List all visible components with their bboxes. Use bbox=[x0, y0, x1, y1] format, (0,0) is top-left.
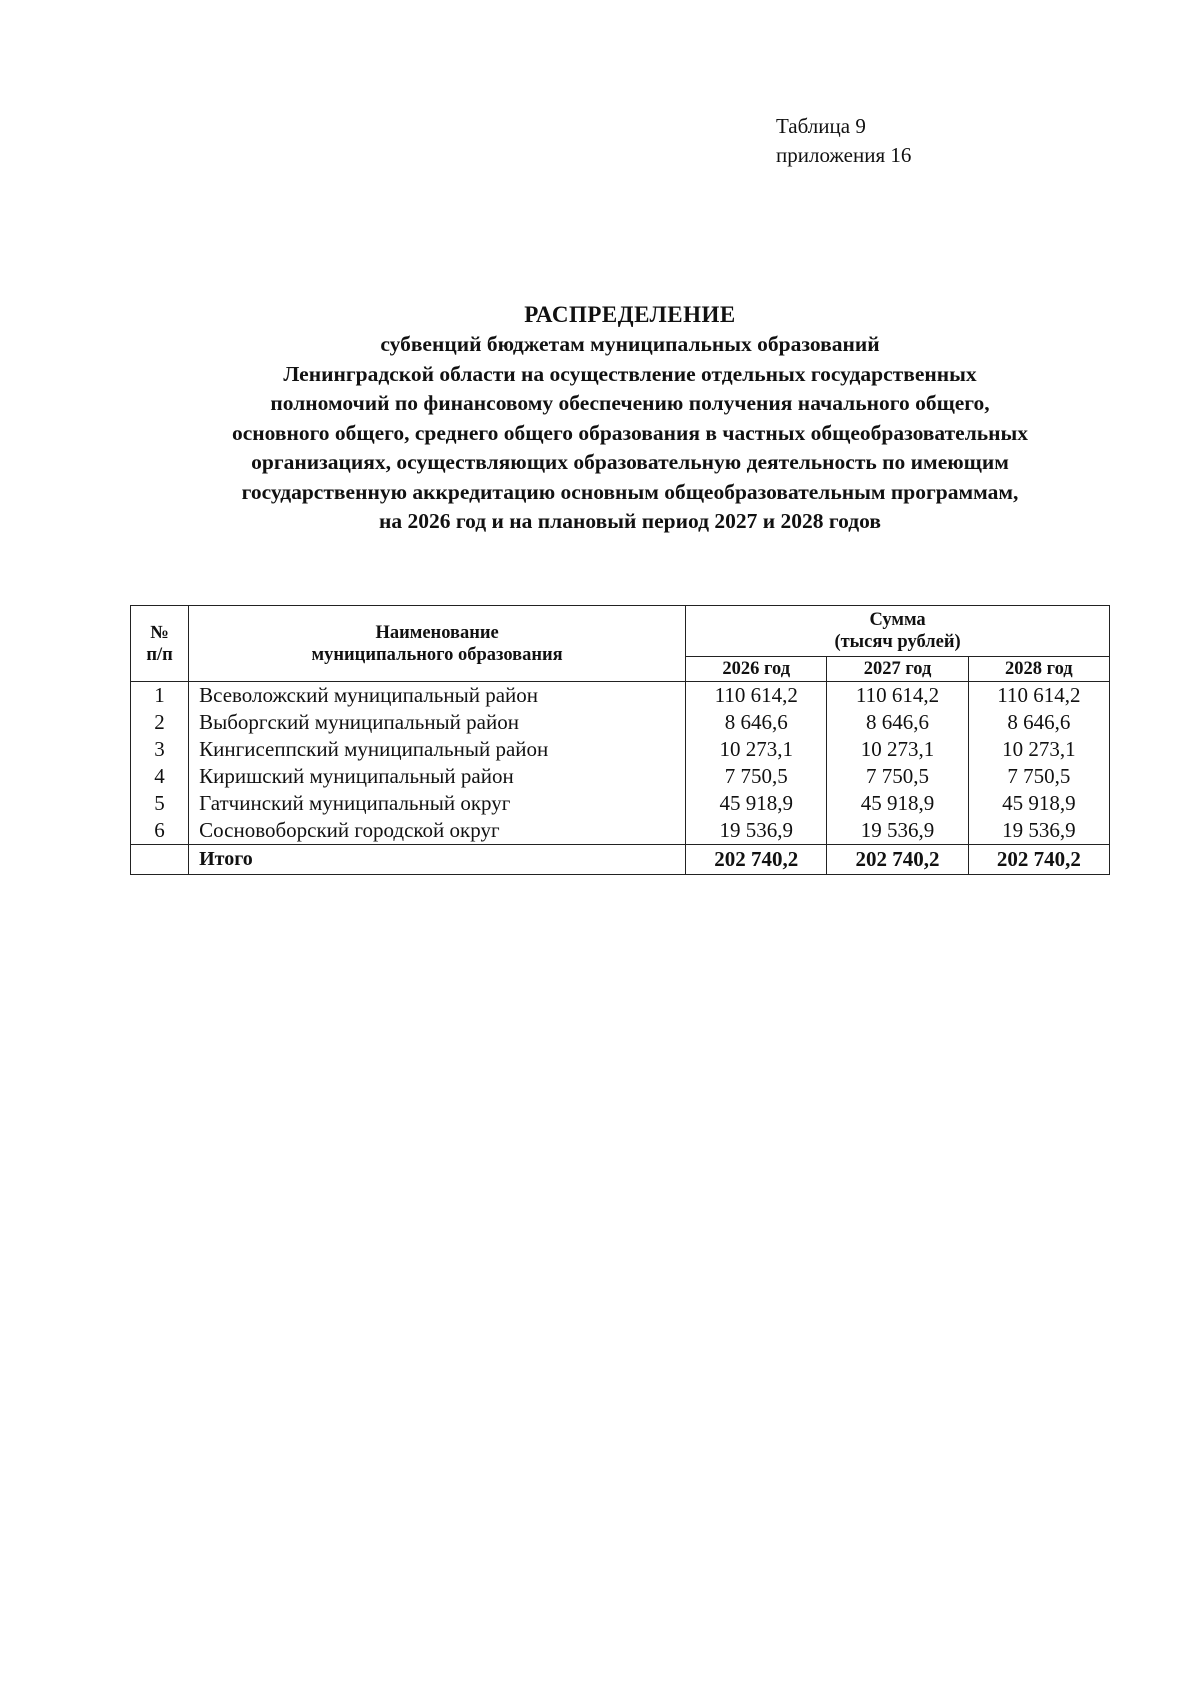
distribution-table bbox=[130, 605, 1110, 875]
header-sum-line1: Сумма bbox=[869, 610, 926, 630]
total-label: Итого bbox=[189, 845, 686, 875]
table-row bbox=[131, 763, 1110, 790]
row-number: 1 bbox=[131, 682, 189, 710]
row-name: Кингисеппский муниципальный район bbox=[189, 736, 686, 763]
header-number-abbr: п/п bbox=[146, 644, 173, 665]
total-number-empty bbox=[131, 845, 189, 875]
header-sum bbox=[686, 606, 1110, 657]
row-value-2026: 45 918,9 bbox=[686, 790, 827, 817]
row-name: Гатчинский муниципальный округ bbox=[189, 790, 686, 817]
heading-line: субвенций бюджетам муниципальных образований bbox=[380, 332, 880, 356]
row-value-2028: 19 536,9 bbox=[968, 817, 1109, 845]
table-reference bbox=[776, 112, 911, 170]
row-value-2027: 8 646,6 bbox=[827, 709, 968, 736]
total-value-2028: 202 740,2 bbox=[968, 845, 1109, 875]
document-title: РАСПРЕДЕЛЕНИЕ bbox=[524, 302, 736, 327]
row-number: 6 bbox=[131, 817, 189, 845]
row-value-2026: 7 750,5 bbox=[686, 763, 827, 790]
row-name: Сосновоборский городской округ bbox=[189, 817, 686, 845]
row-name: Всеволожский муниципальный район bbox=[189, 682, 686, 710]
table-number: Таблица 9 bbox=[776, 114, 866, 138]
header-year-2027: 2027 год bbox=[827, 657, 968, 682]
total-value-2027: 202 740,2 bbox=[827, 845, 968, 875]
table-row bbox=[131, 709, 1110, 736]
row-value-2027: 7 750,5 bbox=[827, 763, 968, 790]
row-value-2028: 8 646,6 bbox=[968, 709, 1109, 736]
row-value-2026: 110 614,2 bbox=[686, 682, 827, 710]
heading-line: на 2026 год и на плановый период 2027 и 2028 годов bbox=[379, 509, 881, 533]
header-sum-line2: (тысяч рублей) bbox=[834, 632, 961, 652]
row-number: 3 bbox=[131, 736, 189, 763]
document-heading bbox=[100, 300, 1160, 537]
total-value-2026: 202 740,2 bbox=[686, 845, 827, 875]
header-name bbox=[189, 606, 686, 682]
heading-line: полномочий по финансовому обеспечению получения начального общего, bbox=[270, 391, 990, 415]
heading-line: основного общего, среднего общего образования в частных общеобразовательных bbox=[231, 420, 1029, 445]
row-name: Выборгский муниципальный район bbox=[189, 709, 686, 736]
row-number: 2 bbox=[131, 709, 189, 736]
row-value-2027: 19 536,9 bbox=[827, 817, 968, 845]
row-value-2028: 110 614,2 bbox=[968, 682, 1109, 710]
heading-line: Ленинградской области на осуществление отдельных государственных bbox=[283, 361, 977, 386]
row-value-2028: 45 918,9 bbox=[968, 790, 1109, 817]
total-row bbox=[131, 845, 1110, 875]
row-value-2026: 10 273,1 bbox=[686, 736, 827, 763]
row-value-2026: 19 536,9 bbox=[686, 817, 827, 845]
row-value-2028: 7 750,5 bbox=[968, 763, 1109, 790]
header-number bbox=[131, 606, 189, 682]
header-name-line1: Наименование bbox=[375, 622, 499, 643]
header-number-symbol: № bbox=[150, 622, 169, 643]
table-row bbox=[131, 817, 1110, 845]
appendix-number: приложения 16 bbox=[776, 143, 912, 167]
row-value-2027: 45 918,9 bbox=[827, 790, 968, 817]
table-row bbox=[131, 790, 1110, 817]
row-number: 5 bbox=[131, 790, 189, 817]
row-value-2027: 10 273,1 bbox=[827, 736, 968, 763]
heading-line: организациях, осуществляющих образовательную деятельность по имеющим bbox=[251, 450, 1009, 474]
heading-line: государственную аккредитацию основным общеобразовательным программам, bbox=[241, 479, 1019, 504]
row-value-2026: 8 646,6 bbox=[686, 709, 827, 736]
row-value-2028: 10 273,1 bbox=[968, 736, 1109, 763]
row-number: 4 bbox=[131, 763, 189, 790]
row-value-2027: 110 614,2 bbox=[827, 682, 968, 710]
row-name: Киришский муниципальный район bbox=[189, 763, 686, 790]
table-row bbox=[131, 682, 1110, 710]
table-row bbox=[131, 736, 1110, 763]
header-name-line2: муниципального образования bbox=[311, 644, 563, 665]
header-year-2028: 2028 год bbox=[968, 657, 1109, 682]
header-year-2026: 2026 год bbox=[686, 657, 827, 682]
